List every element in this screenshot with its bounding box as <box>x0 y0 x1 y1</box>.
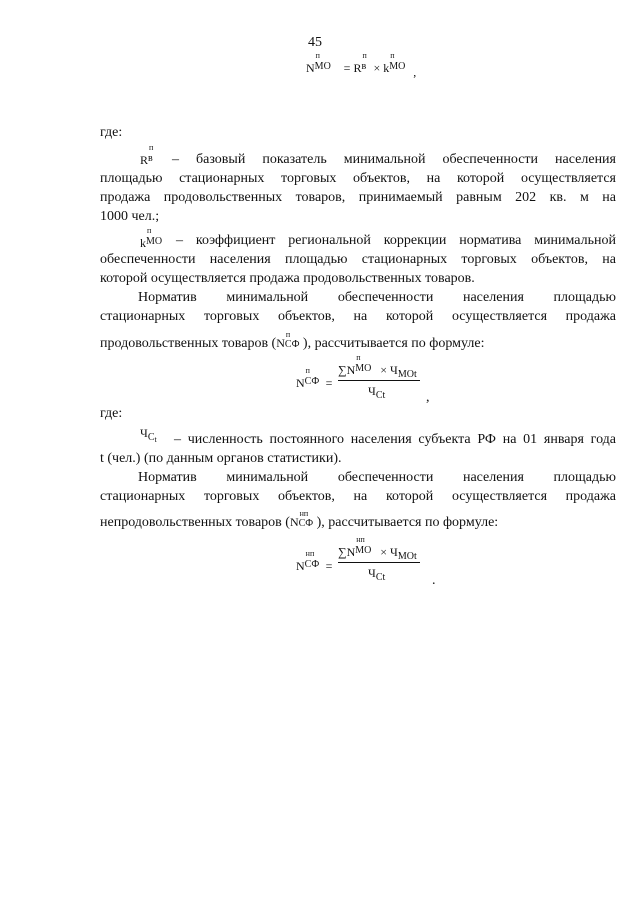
def-r-line3: продажа продовольственных товаров, принимаемый равным 202 кв. м на <box>100 190 616 205</box>
formula-comma: , <box>426 390 430 405</box>
symbol-n-sf: N п СФ <box>276 330 300 350</box>
fraction-bar <box>338 380 420 381</box>
page-number: 45 <box>308 35 322 50</box>
symbol-n-sf-np: N нп СФ <box>289 509 314 529</box>
def-k-line1: – коэффициент региональной коррекции норматива минимальной <box>176 233 616 248</box>
formula-n-mo: N п МО = R п в × k п МО , <box>306 51 417 79</box>
def-r-line4: 1000 чел.; <box>100 209 160 224</box>
def-r-line2: площадью стационарных торговых объектов, на которой осуществляется <box>100 171 616 186</box>
formula-n-sf-np-numerator: ∑N нп МО × $Ч_{МОt}$ <box>338 535 417 562</box>
times-sign: × <box>373 61 381 75</box>
para-food-line3: продовольственных товаров (N п СФ ), рассчитывается по формуле: <box>100 330 485 351</box>
equals-sign: = <box>343 61 351 75</box>
def-ch-line1: – численность постоянного населения субъекта РФ на 01 января года <box>174 432 616 447</box>
where-label: где: <box>100 125 123 140</box>
formula-n-mo-lhs: N п МО <box>306 51 331 75</box>
formula-n-sf-lhs: N п СФ = <box>296 366 333 390</box>
formula-n-sf-np-lhs: N нп СФ = <box>296 549 333 573</box>
formula-n-sf-denominator: $Ч_{Ct}$ <box>368 384 386 401</box>
fraction-bar-2 <box>338 562 420 563</box>
def-r-line1: – базовый показатель минимальной обеспеченности населения <box>172 152 616 167</box>
formula-r-term: R п в <box>353 51 367 75</box>
symbol-r: R п в <box>140 143 154 167</box>
formula-n-sf-np-denominator: $Ч_{Ct}$ <box>368 566 386 583</box>
para-nonfood-line3: непродовольственных товаров (N нп СФ ), рассчитывается по формуле: <box>100 509 499 530</box>
def-k-line3: которой осуществляется продажа продовольственных товаров. <box>100 271 475 286</box>
para-food-line2: стационарных торговых объектов, на которой осуществляется продажа <box>100 309 616 324</box>
where-label-2: где: <box>100 406 123 421</box>
symbol-k: k п МО <box>140 226 163 250</box>
def-k-line2: обеспеченности населения площадью стационарных торговых объектов, на <box>100 252 616 267</box>
para-food-line1: Норматив минимальной обеспеченности населения площадью <box>138 290 616 305</box>
def-ch-line2: t (чел.) (по данным органов статистики). <box>100 451 342 466</box>
para-nonfood-line2: стационарных торговых объектов, на которой осуществляется продажа <box>100 489 616 504</box>
formula-k-term: k п МО <box>383 51 406 75</box>
symbol-ch-ct: $Ч_{Ct}$ <box>140 426 157 444</box>
formula-period: . <box>432 573 436 588</box>
formula-n-sf-numerator: ∑N п МО × $Ч_{МОt}$ <box>338 353 417 380</box>
para-nonfood-line1: Норматив минимальной обеспеченности населения площадью <box>138 470 616 485</box>
